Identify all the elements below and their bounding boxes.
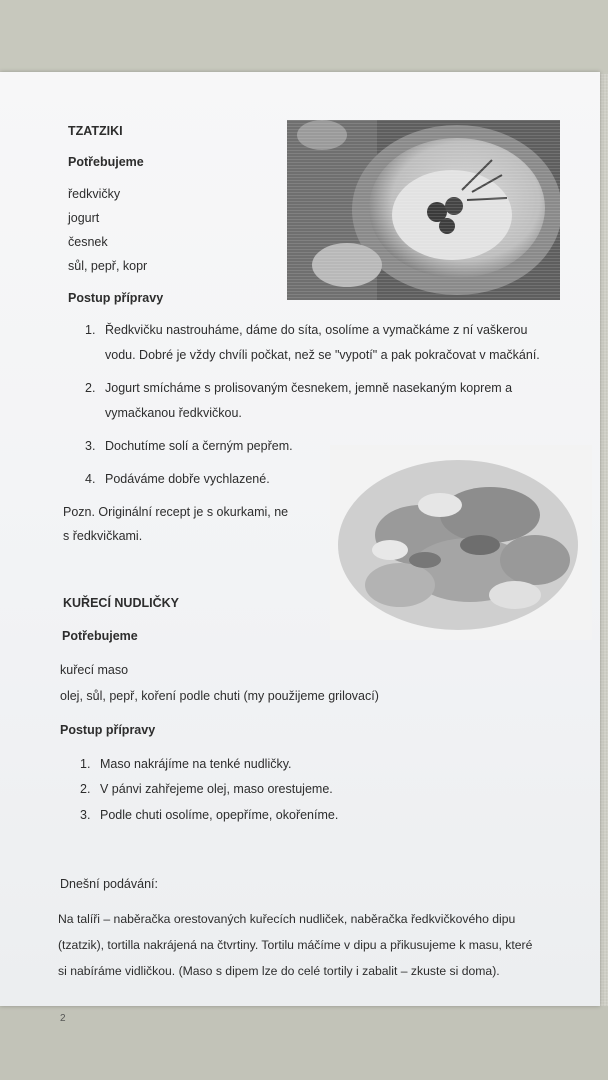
chicken-strips-image	[330, 445, 592, 640]
step-number: 3.	[85, 439, 96, 453]
step-text: Dochutíme solí a černým pepřem.	[105, 439, 293, 453]
recipe-note: Pozn. Originální recept je s okurkami, ne	[63, 505, 289, 519]
chicken-strips-photo	[330, 445, 592, 640]
tzatziki-photo	[287, 120, 560, 300]
step-text: Maso nakrájíme na tenké nudličky.	[100, 757, 292, 771]
ingredient-item: česnek	[68, 235, 108, 249]
method-heading: Postup přípravy	[68, 291, 164, 305]
step-text: V pánvi zahřejeme olej, maso orestujeme.	[100, 782, 333, 796]
step-text: Podáváme dobře vychlazené.	[105, 472, 270, 486]
step-text: Jogurt smícháme s prolisovaným česnekem, jemně nasekaným koprem a	[105, 381, 513, 395]
page-mark: 2	[60, 1013, 66, 1024]
recipe-title-tzatziki: TZATZIKI	[68, 124, 123, 138]
serving-heading: Dnešní podávání:	[60, 877, 158, 891]
serving-text: Na talíři – naběračka orestovaných kuřecích nudliček, naběračka ředkvičkového dipu	[58, 912, 516, 926]
wall-background-bottom	[0, 1006, 608, 1080]
tzatziki-bowl-image	[287, 120, 560, 300]
recipe-title-kureci-nudlicky: KUŘECÍ NUDLIČKY	[63, 596, 179, 610]
step-number: 2.	[85, 381, 96, 395]
ingredient-item: jogurt	[68, 211, 100, 225]
ingredient-item: ředkvičky	[68, 187, 121, 201]
serving-text: si nabíráme vidličkou. (Maso s dipem lze do celé tortily i zabalit – zkuste si doma).	[58, 964, 500, 978]
method-heading: Postup přípravy	[60, 723, 156, 737]
ingredients-heading: Potřebujeme	[62, 629, 138, 643]
ingredient-item: olej, sůl, pepř, koření podle chuti (my použijeme grilovací)	[60, 689, 379, 703]
wall-background-top	[0, 0, 608, 74]
step-number: 4.	[85, 472, 96, 486]
recipe-note: s ředkvičkami.	[63, 529, 143, 543]
serving-text: (tzatzik), tortilla nakrájená na čtvrtiny. Tortilu máčíme v dipu a přikusujeme k masu, které	[58, 938, 533, 952]
step-number: 3.	[80, 808, 91, 822]
ingredient-item: kuřecí maso	[60, 663, 129, 677]
step-text: Podle chuti osolíme, opepříme, okořeníme.	[100, 808, 339, 822]
step-text: vodu. Dobré je vždy chvíli počkat, než se "vypotí" a pak pokračovat v mačkání.	[105, 348, 540, 362]
step-number: 1.	[85, 323, 96, 337]
step-number: 1.	[80, 757, 91, 771]
step-text: vymačkanou ředkvičkou.	[105, 406, 242, 420]
ingredient-item: sůl, pepř, kopr	[68, 259, 148, 273]
ingredients-heading: Potřebujeme	[68, 155, 144, 169]
step-text: Ředkvičku nastrouháme, dáme do síta, osolíme a vymačkáme z ní vaškerou	[105, 323, 528, 337]
step-number: 2.	[80, 782, 91, 796]
